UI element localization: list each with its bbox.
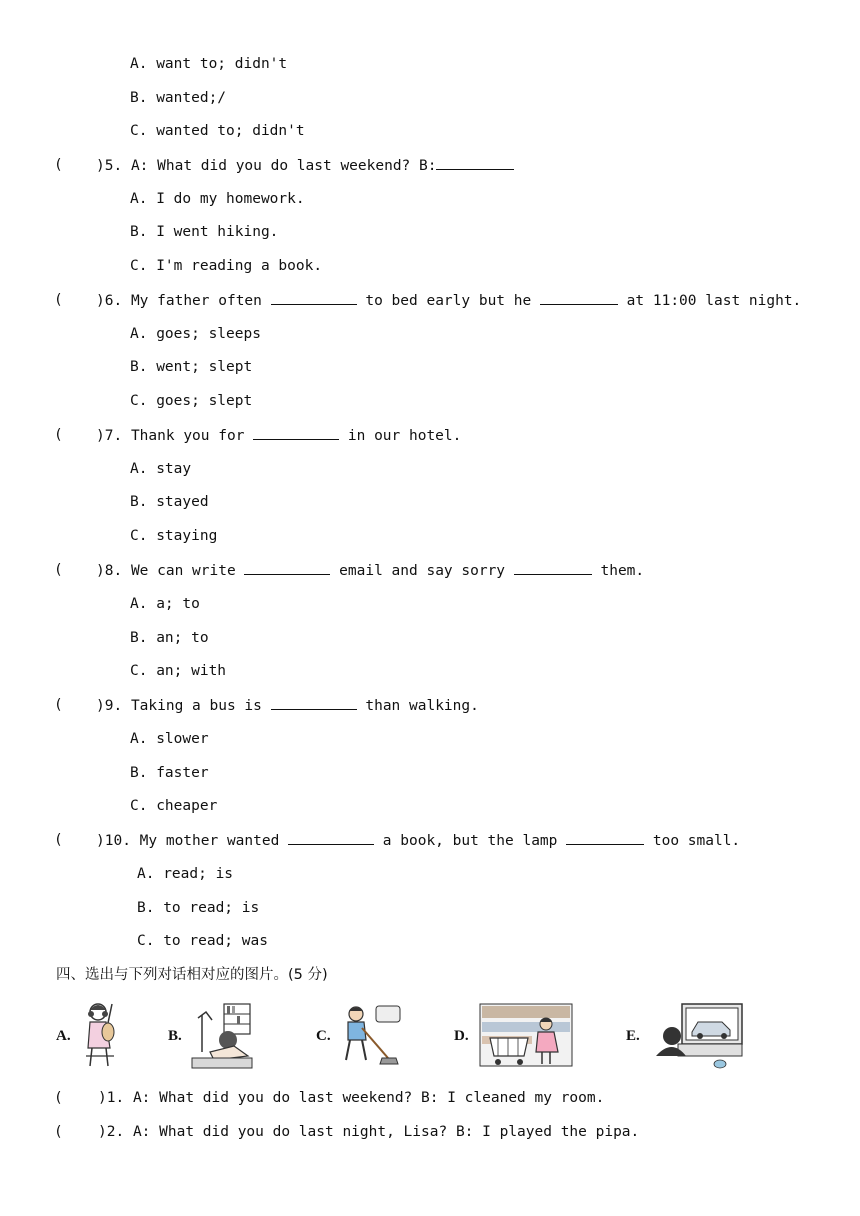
question-text: than walking. <box>356 698 479 714</box>
q5-option-c: C. I'm reading a book. <box>130 258 323 274</box>
question-number: )5. <box>96 158 123 174</box>
question-text: Taking a bus is <box>130 698 271 714</box>
question-text: to bed early but he <box>356 293 540 309</box>
q9-option-b: B. faster <box>130 765 209 781</box>
q6-option-c: C. goes; slept <box>130 393 253 409</box>
question-6 <box>96 290 801 311</box>
answer-paren-q10[interactable]: ( <box>54 832 98 848</box>
answer-paren-q5[interactable]: ( <box>54 157 98 173</box>
section-4-item-2 <box>98 1122 639 1142</box>
q10-option-b: B. to read; is <box>137 900 260 916</box>
q6-option-b: B. went; slept <box>130 359 253 375</box>
question-text: at 11:00 last night. <box>617 293 802 309</box>
question-text: in our hotel. <box>339 428 462 444</box>
answer-paren-q8[interactable]: ( <box>54 562 98 578</box>
picture-label-a: A. <box>56 1028 71 1044</box>
q10-option-c: C. to read; was <box>137 933 268 949</box>
question-7 <box>96 425 461 446</box>
question-text: Thank you for <box>130 428 254 444</box>
question-text: too small. <box>644 833 741 849</box>
picture-label-c: C. <box>316 1028 331 1044</box>
answer-paren-q6[interactable]: ( <box>54 292 98 308</box>
answer-blank <box>271 695 357 710</box>
question-9 <box>96 695 479 716</box>
q6-option-a: A. goes; sleeps <box>130 326 261 342</box>
question-number: )10. <box>96 833 131 849</box>
question-10 <box>96 830 740 851</box>
question-number: )9. <box>96 698 123 714</box>
picture-label-d: D. <box>454 1028 469 1044</box>
answer-blank <box>253 425 339 440</box>
item-number: )2. <box>98 1124 125 1140</box>
question-text: email and say sorry <box>330 563 514 579</box>
q4-option-a: A. want to; didn't <box>130 56 288 72</box>
q7-option-a: A. stay <box>130 461 192 477</box>
section-4-item-1 <box>98 1088 604 1108</box>
answer-blank <box>540 290 618 305</box>
item-number: )1. <box>98 1090 125 1106</box>
q5-option-b: B. I went hiking. <box>130 224 279 240</box>
q7-option-c: C. staying <box>130 528 218 544</box>
answer-paren-s4-1[interactable]: ( <box>54 1090 98 1106</box>
question-text: My father often <box>130 293 271 309</box>
q9-option-c: C. cheaper <box>130 798 218 814</box>
picture-label-e: E. <box>626 1028 640 1044</box>
question-8 <box>96 560 644 581</box>
answer-blank <box>436 155 514 170</box>
answer-blank <box>566 830 644 845</box>
q8-option-c: C. an; with <box>130 663 227 679</box>
answer-blank <box>514 560 592 575</box>
answer-paren-q7[interactable]: ( <box>54 427 98 443</box>
item-text: A: What did you do last night, Lisa? B: I played the pipa. <box>132 1124 640 1140</box>
q9-option-a: A. slower <box>130 731 209 747</box>
q4-option-b: B. wanted;/ <box>130 90 227 106</box>
picture-label-b: B. <box>168 1028 182 1044</box>
boy-mopping-floor-icon <box>336 1002 402 1068</box>
answer-blank <box>288 830 374 845</box>
question-number: )7. <box>96 428 123 444</box>
q4-option-c: C. wanted to; didn't <box>130 123 305 139</box>
girl-playing-pipa-icon <box>78 1000 122 1070</box>
q5-option-a: A. I do my homework. <box>130 191 305 207</box>
question-number: )6. <box>96 293 123 309</box>
q8-option-a: A. a; to <box>130 596 200 612</box>
question-text: My mother wanted <box>139 833 289 849</box>
person-watching-tv-icon <box>652 1002 744 1070</box>
girl-shopping-cart-icon <box>478 1002 574 1068</box>
answer-paren-q9[interactable]: ( <box>54 697 98 713</box>
question-number: )8. <box>96 563 123 579</box>
question-5 <box>96 155 514 176</box>
question-text: them. <box>591 563 645 579</box>
answer-blank <box>244 560 330 575</box>
q7-option-b: B. stayed <box>130 494 209 510</box>
answer-paren-s4-2[interactable]: ( <box>54 1124 98 1140</box>
question-text: A: What did you do last weekend? B: <box>130 158 437 174</box>
question-text: We can write <box>130 563 245 579</box>
answer-blank <box>271 290 357 305</box>
question-text: a book, but the lamp <box>374 833 567 849</box>
q8-option-b: B. an; to <box>130 630 209 646</box>
item-text: A: What did you do last weekend? B: I cleaned my room. <box>132 1090 605 1106</box>
girl-reading-at-desk-icon <box>190 1000 254 1070</box>
section-4-heading: 四、选出与下列对话相对应的图片。(5 分) <box>56 967 328 983</box>
q10-option-a: A. read; is <box>137 866 234 882</box>
